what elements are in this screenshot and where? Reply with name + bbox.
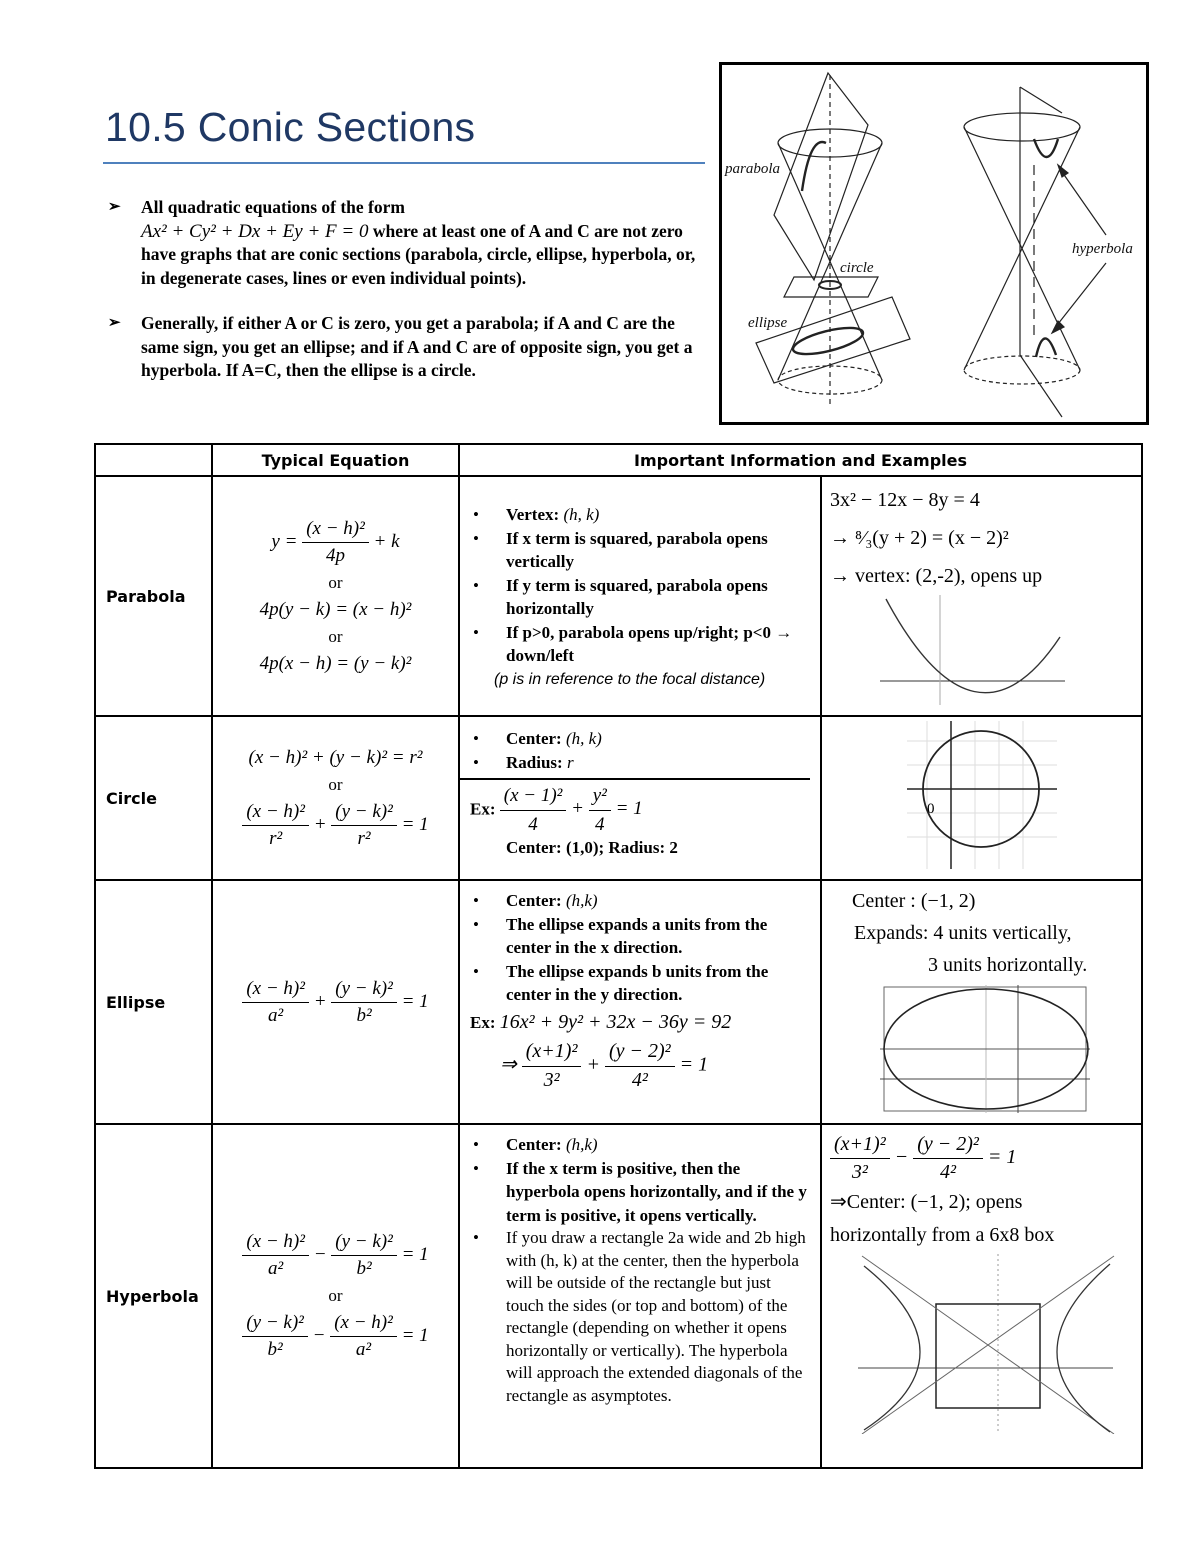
or-separator: or [328, 774, 343, 794]
fraction-numerator: (y − k)² [331, 801, 397, 826]
list-item: • If the x term is positive, then the hyperbola opens horizontally, and if the y term is positive, it opens vertically. [506, 1157, 810, 1228]
list-item: • Vertex: (h, k) [506, 503, 810, 527]
cone-bottom-rim [778, 366, 882, 394]
example-line: Expands: 4 units vertically, [854, 922, 1072, 944]
label-parabola: parabola [725, 161, 781, 177]
fraction-denominator: 4 [528, 813, 538, 835]
bullet-lead: All quadratic equations of the form [141, 197, 405, 217]
general-equation: Ax² + Cy² + Dx + Ey + F = 0 [141, 220, 369, 242]
fraction-denominator: 4p [325, 544, 345, 566]
circle-graph [907, 721, 1057, 869]
list-item: • Center: (h, k) [506, 727, 810, 751]
hyperbola-horizontal-form: $\frac{\text{(x − h)²}}{\text{a²}}$ − $\frac{\text{(y − k)²}}{\text{b²}}$ = 1 [213, 1231, 458, 1280]
bullet-text: where at least one of A and C are not zero have graphs that are conic sections (parabola, circle, ellipse, hyperbola, or, in degenerate cases, lines or even individual points). [141, 220, 696, 288]
fraction-numerator: y² [589, 784, 611, 811]
row-label: Parabola [95, 476, 212, 716]
list-item: • If you draw a rectangle 2a wide and 2b high with (h, k) at the center, then the hyperbola will be outside of the rectangle but just touch the sides (or top and bottom) of the rectangle (depending on whether it opens horizontally or vertically). The hyperbola will approach the extended diagonals of the rectangle as asymptotes. [506, 1227, 810, 1407]
table-row-parabola [95, 476, 1142, 716]
table-row-circle [95, 716, 1142, 880]
fraction-numerator: (x − 1)² [500, 784, 567, 811]
fraction-denominator: 3² [543, 1068, 560, 1091]
fraction-numerator: (x+1)² [830, 1133, 890, 1159]
ellipse-example [821, 880, 1142, 1124]
ellipse-info [459, 880, 821, 1124]
fraction-denominator: a² [268, 1258, 284, 1279]
hyperbola-graph [858, 1250, 1118, 1434]
table-row-ellipse [95, 880, 1142, 1124]
origin-label: 0 [926, 801, 934, 817]
title-underline [103, 162, 705, 164]
fraction-denominator: b² [267, 1339, 283, 1360]
page-title: 10.5 Conic Sections [105, 104, 476, 150]
example-line: horizontally from a 6x8 box [830, 1224, 1055, 1246]
hyperbola-vertical-form: $\frac{\text{(y − k)²}}{\text{b²}}$ − $\frac{\text{(x − h)²}}{\text{a²}}$ = 1 [213, 1312, 458, 1361]
fraction-denominator: r² [357, 827, 371, 849]
example-line: 3x² − 12x − 8y = 4 [830, 489, 980, 511]
hyperbola-arrow [1060, 169, 1106, 235]
example-line: ⇒Center: (−1, 2); opens [830, 1191, 1023, 1213]
ellipse-graph [880, 985, 1090, 1113]
fraction-numerator: (x − h)² [330, 1312, 397, 1337]
example-line: 3 units horizontally. [928, 954, 1088, 976]
fraction-numerator: (y − k)² [242, 1312, 308, 1337]
table-header-row [95, 444, 1142, 476]
fraction-numerator: (x − h)² [302, 518, 369, 543]
fraction-numerator: (x − h)² [242, 801, 309, 826]
hyperbola-equations [212, 1124, 459, 1468]
ellipse-equations [212, 880, 459, 1124]
fraction-numerator: (y − 2)² [605, 1040, 675, 1067]
example-line: Center : (−1, 2) [852, 890, 976, 912]
list-item: • Radius: r [506, 751, 810, 775]
ellipse-standard-form: $\frac{\text{(x − h)²}}{\text{a²}}$ + $\frac{\text{(y − k)²}}{\text{b²}}$ = 1 [213, 978, 458, 1027]
list-item: • If y term is squared, parabola opens horizontally [506, 574, 810, 621]
bullet-text: Generally, if either A or C is zero, you get a parabola; if A and C are the same sign, you get an ellipse; and if A and C are of opposite sign, you get a hyperbola. If A=C, then the ellipse is a circle. [141, 313, 693, 380]
hyperbola-plane-edge [1020, 87, 1062, 113]
hyperbola-right-branch [1057, 1264, 1110, 1432]
or-separator: or [328, 626, 343, 646]
fraction-numerator: (x+1)² [522, 1040, 582, 1067]
list-item: • Center: (h,k) [506, 889, 810, 913]
parabola-info [459, 476, 821, 716]
label-hyperbola: hyperbola [1072, 241, 1133, 257]
cone-sections-figure [719, 62, 1149, 425]
parabola-vertex-form: y = $\frac{\text{(x − h)²}}{4p}$ + k [271, 517, 400, 566]
circle-fraction-form: $\frac{\text{(x − h)²}}{\text{r²}}$ + $\frac{\text{(y − k)²}}{\text{r²}}$ = 1 [213, 801, 458, 850]
example-line: → vertex: (2,-2), opens up [830, 565, 1043, 587]
fraction-denominator: b² [356, 1004, 372, 1026]
parabola-curve [886, 599, 1060, 693]
focal-note: (p is in reference to the focal distance) [494, 670, 766, 688]
fraction-numerator: (x − h)² [242, 1231, 309, 1256]
fraction-numerator: (y − k)² [331, 978, 397, 1003]
fraction-denominator: 4² [940, 1161, 957, 1183]
row-label: Ellipse [95, 880, 212, 1124]
ellipse-ex-result: ⇒ $\frac{\text{(x+1)²}}{\text{3²}}$ + $\frac{\text{(y − 2)²}}{\text{4²}}$ = 1 [500, 1040, 709, 1091]
header-blank [95, 444, 212, 476]
parabola-plane [774, 73, 868, 280]
cone-top-rim [964, 113, 1080, 141]
intro-bullets [108, 196, 706, 383]
row-label: Hyperbola [95, 1124, 212, 1468]
fraction-denominator: r² [269, 827, 283, 849]
fraction-denominator: a² [355, 1339, 372, 1360]
hyperbola-lower-branch [1036, 338, 1056, 357]
hyperbola-info [459, 1124, 821, 1468]
parabola-horizontal-form: 4p(x − h) = (y − k)² [259, 652, 412, 674]
label-circle: circle [840, 260, 874, 276]
fraction-numerator: (y − 2)² [913, 1133, 983, 1159]
arrow-head-icon [1058, 165, 1068, 177]
bullet-classification [108, 312, 706, 383]
list-item: • If x term is squared, parabola opens vertically [506, 527, 810, 574]
parabola-curve [802, 142, 826, 191]
table-row-hyperbola [95, 1124, 1142, 1468]
list-item: • If p>0, parabola opens up/right; p<0 → down/left [506, 621, 810, 668]
parabola-graph [870, 595, 1070, 705]
hyperbola-upper-branch [1034, 139, 1058, 157]
hyperbola-arrow [1054, 263, 1106, 329]
hyperbola-ex-equation: $\frac{\text{(x+1)²}}{\text{3²}}$ − $\frac{\text{(y − 2)²}}{\text{4²}}$ = 1 [830, 1133, 1133, 1184]
circle-standard-form: (x − h)² + (y − k)² = r² [248, 746, 423, 768]
label-ellipse: ellipse [748, 315, 788, 331]
parabola-example [821, 476, 1142, 716]
or-separator: or [328, 572, 343, 592]
hyperbola-plane-edge [1020, 355, 1062, 417]
list-item: • Center: (h,k) [506, 1133, 810, 1157]
circle-info [459, 716, 821, 880]
arrow-bullet-icon: ➢ [108, 315, 121, 331]
hyperbola-example [821, 1124, 1142, 1468]
double-cone-diagram [722, 65, 1146, 422]
cone-bottom-rim [964, 356, 1080, 384]
ellipse-plane [756, 297, 910, 383]
circle-example [821, 716, 1142, 880]
fraction-denominator: a² [268, 1004, 284, 1026]
arrow-head-icon [1052, 321, 1064, 333]
example-line: → ⁸⁄₃(y + 2) = (x − 2)² [830, 527, 1009, 549]
fraction-numerator: (x − h)² [242, 978, 309, 1003]
circle-plane [784, 277, 878, 297]
header-typical-equation: Typical Equation [212, 444, 459, 476]
circle-ex-result: Center: (1,0); Radius: 2 [506, 838, 678, 857]
conic-table [94, 443, 1143, 1469]
parabola-vertical-form: 4p(y − k) = (x − h)² [259, 598, 412, 620]
circle-equations [212, 716, 459, 880]
bullet-quadratic-form [108, 196, 706, 290]
fraction-numerator: (y − k)² [331, 1231, 397, 1256]
fraction-denominator: 4² [631, 1068, 648, 1091]
or-separator: or [328, 1286, 343, 1305]
list-item: • The ellipse expands a units from the center in the x direction. [506, 913, 810, 960]
header-important-info: Important Information and Examples [459, 444, 1142, 476]
fraction-denominator: 3² [851, 1161, 868, 1183]
circle-ex-equation: Ex: $\frac{\text{(x − 1)²}}{4}$ + $\frac{\text{y²}}{4}$ = 1 [470, 785, 643, 835]
fraction-denominator: 4 [595, 813, 605, 835]
row-label: Circle [95, 716, 212, 880]
parabola-equations [212, 476, 459, 716]
list-item: • The ellipse expands b units from the center in the y direction. [506, 960, 810, 1007]
fraction-denominator: b² [356, 1258, 372, 1279]
arrow-bullet-icon: ➢ [108, 199, 121, 215]
ellipse-ex-equation: Ex: 16x² + 9y² + 32x − 36y = 92 [470, 1010, 732, 1033]
